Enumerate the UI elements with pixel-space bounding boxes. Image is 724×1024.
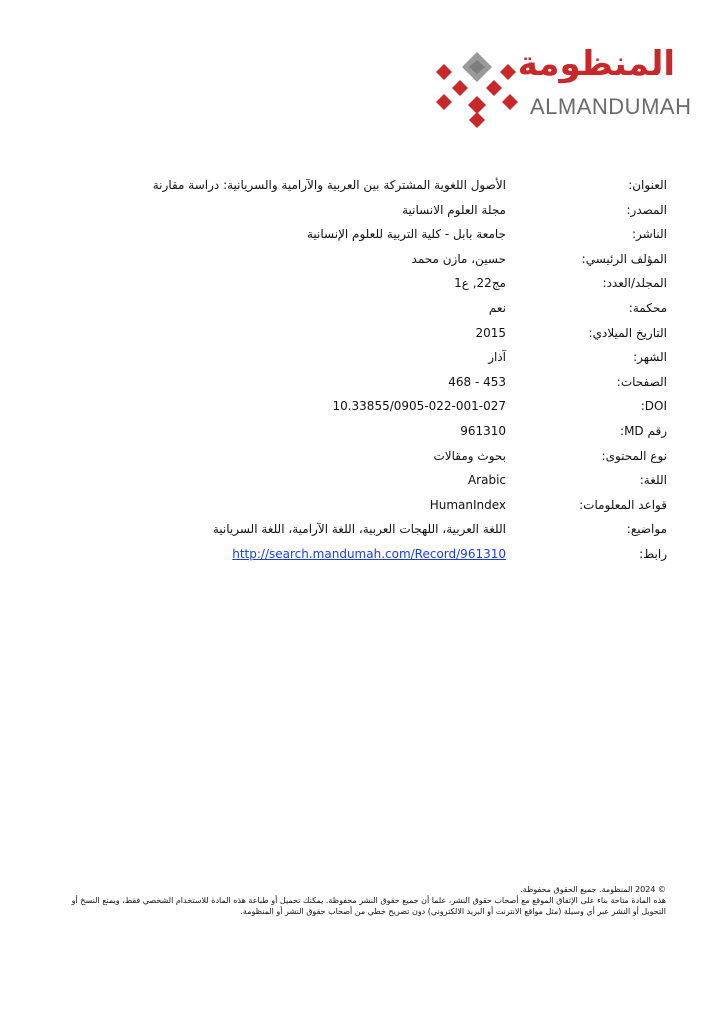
field-label: المصدر: xyxy=(626,202,667,217)
field-month xyxy=(0,350,724,375)
field-pages xyxy=(0,375,724,400)
field-value: 961310 xyxy=(460,423,506,438)
field-value: 453 - 468 xyxy=(448,374,506,389)
field-link xyxy=(0,547,724,572)
field-label: العنوان: xyxy=(628,178,667,192)
field-label: الناشر: xyxy=(632,227,667,242)
copyright-footer xyxy=(50,884,666,917)
field-value: مج22, ع1 xyxy=(454,276,506,291)
field-value: بحوث ومقالات xyxy=(433,448,506,463)
record-metadata xyxy=(0,178,724,572)
field-value: الأصول اللغوية المشتركة بين العربية والآرامية والسريانية: دراسة مقارنة xyxy=(152,178,506,192)
field-label: نوع المحتوى: xyxy=(601,448,667,463)
logo-arabic-wordmark: المنظومة xyxy=(517,44,675,84)
diamond-logo-icon xyxy=(430,50,525,130)
field-label: رابط: xyxy=(639,546,667,561)
field-value: نعم xyxy=(488,300,506,315)
logo-english-wordmark: ALMANDUMAH xyxy=(530,94,692,119)
field-doi xyxy=(0,399,724,424)
field-source xyxy=(0,203,724,228)
field-value: حسين، مازن محمد xyxy=(411,251,506,266)
field-label: الشهر: xyxy=(633,350,667,365)
field-label: اللغة: xyxy=(639,473,667,488)
field-label: المؤلف الرئيسي: xyxy=(581,251,667,266)
field-label: رقم MD: xyxy=(620,423,667,438)
field-label: التاريخ الميلادي: xyxy=(588,325,667,340)
field-publisher xyxy=(0,227,724,252)
field-title xyxy=(0,178,724,203)
field-databases xyxy=(0,498,724,523)
field-label: الصفحات: xyxy=(616,374,667,389)
field-value: جامعة بابل - كلية التربية للعلوم الإنسانية xyxy=(306,227,506,242)
field-label: DOI: xyxy=(640,399,667,414)
field-value: آذار xyxy=(488,350,506,365)
field-gregorian-date xyxy=(0,326,724,351)
field-main-author xyxy=(0,252,724,277)
almandumah-logo xyxy=(430,44,692,130)
field-value: 10.33855/0905-022-001-027 xyxy=(332,399,506,414)
field-peer-reviewed xyxy=(0,301,724,326)
field-label: المجلد/العدد: xyxy=(602,276,667,291)
field-label: مواضيع: xyxy=(626,522,667,537)
field-value: Arabic xyxy=(467,473,506,488)
field-content-type xyxy=(0,449,724,474)
record-url-link[interactable]: http://search.mandumah.com/Record/961310 xyxy=(232,546,506,561)
field-md-number xyxy=(0,424,724,449)
usage-notice: هذه المادة متاحة بناء على الإتفاق الموقع مع أصحاب حقوق النشر، علما أن جميع حقوق النشر محفوظة. يمكنك تحميل أو طباعة هذه المادة للاستخدام الشخصي فقط، ويمنع النسخ أو التحويل أو النشر عبر أي وسيلة (مثل مواقع الانترنت أو البريد الالكتروني) دون تصريح خطي من أصحاب حقوق النشر أو المنظومة. xyxy=(71,896,666,916)
field-value xyxy=(106,547,506,561)
field-value: اللغة العربية، اللهجات العربية، اللغة الآرامية، اللغة السريانية xyxy=(212,522,506,537)
copyright-line: © 2024 المنظومة. جميع الحقوق محفوظة. xyxy=(520,885,666,894)
field-volume-issue xyxy=(0,276,724,301)
field-subjects xyxy=(0,522,724,547)
field-value: مجلة العلوم الانسانية xyxy=(402,202,506,217)
field-value: HumanIndex xyxy=(429,497,506,512)
field-language xyxy=(0,473,724,498)
field-label: قواعد المعلومات: xyxy=(579,497,667,512)
field-label: محكمة: xyxy=(628,300,667,315)
field-value: 2015 xyxy=(475,325,506,340)
